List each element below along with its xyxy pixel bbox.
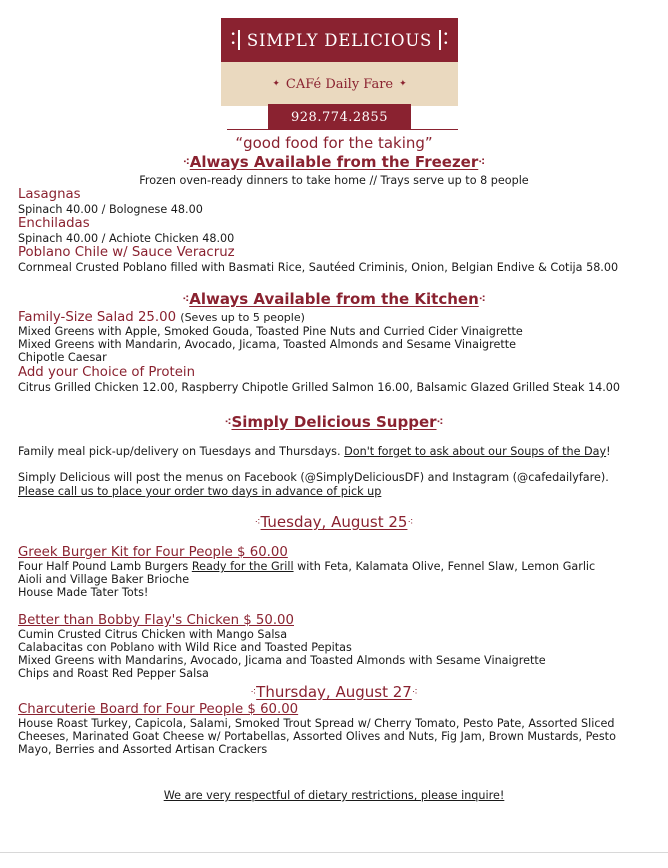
kit-line: Cumin Crusted Citrus Chicken with Mango Salsa [18, 628, 288, 641]
item-desc: Spinach 40.00 / Achiote Chicken 48.00 [18, 232, 235, 245]
protein-line: Citrus Grilled Chicken 12.00, Raspberry Chipotle Grilled Salmon 16.00, Balsamic Glazed Grilled Steak 14.00 [18, 381, 621, 394]
tagline: “good food for the taking” [235, 134, 433, 152]
kit-line: Cheeses, Marinated Goat Cheese w/ Portabellas, Assorted Olives and Nuts, Fig Jam, Brown Mustards, Pesto [18, 730, 616, 743]
kit-title: Better than Bobby Flay's Chicken $ 50.00 [18, 613, 294, 628]
diamond-icon: ✦ [399, 79, 407, 89]
item-title [18, 310, 305, 325]
item-desc: Spinach 40.00 / Bolognese 48.00 [18, 203, 203, 216]
soups-note: Don't forget to ask about our Soups of the Day [344, 445, 607, 458]
section-heading-tuesday [0, 513, 668, 531]
kit-line: House Made Tater Tots! [18, 586, 149, 599]
kit-title: Greek Burger Kit for Four People $ 60.00 [18, 545, 288, 560]
kit-line: Calabacitas con Poblano with Wild Rice and Toasted Pepitas [18, 641, 352, 654]
kit-title: Charcuterie Board for Four People $ 60.00 [18, 702, 299, 717]
supper-social: Simply Delicious will post the menus on Facebook (@SimplyDeliciousDF) and Instagram (@cafedailyfare). [18, 471, 609, 484]
kit-line: Mayo, Berries and Assorted Artisan Crackers [18, 743, 268, 756]
section-heading-kitchen [0, 290, 668, 308]
ornament-icon: ⁖ [254, 517, 261, 528]
kit-text: with Feta, Kalamata Olive, Fennel Slaw, Lemon Garlic [293, 560, 596, 573]
kit-line: Mixed Greens with Mandarins, Avocado, Jicama and Toasted Almonds with Sesame Vinaigrette [18, 654, 546, 667]
section-heading-supper [0, 413, 668, 431]
phone-number: 928.774.2855 [268, 104, 411, 130]
supper-info [18, 445, 611, 458]
kit-line: Aioli and Village Baker Brioche [18, 573, 190, 586]
item-title: Lasagnas [18, 187, 81, 202]
item-title: Enchiladas [18, 216, 90, 231]
kit-line: House Roast Turkey, Capicola, Salami, Smoked Trout Spread w/ Cherry Tomato, Pesto Pate, Assorted Sliced [18, 717, 615, 730]
ornament-icon: ⁖ [407, 517, 414, 528]
section-heading-text: Always Available from the Freezer [189, 153, 479, 171]
salad-line: Chipotle Caesar [18, 351, 107, 364]
brand-name: SIMPLY DELICIOUS [246, 30, 433, 50]
ornament-icon: ⁖ [182, 294, 190, 305]
ornament-icon: • • [231, 30, 240, 50]
supper-text: ! [606, 445, 611, 458]
section-heading-thursday [0, 683, 668, 701]
ornament-icon: ⁖ [250, 687, 257, 698]
grill-note: Ready for the Grill [191, 560, 294, 573]
salad-note: (Seves up to 5 people) [180, 311, 305, 324]
item-title: Add your Choice of Protein [18, 365, 196, 380]
kit-line: Chips and Roast Red Pepper Salsa [18, 667, 209, 680]
section-heading-text: Thursday, August 27 [256, 683, 412, 701]
ornament-icon: ⁖ [478, 294, 486, 305]
salad-line: Mixed Greens with Apple, Smoked Gouda, Toasted Pine Nuts and Curried Cider Vinaigrette [18, 325, 523, 338]
kit-text: Four Half Pound Lamb Burgers [18, 560, 192, 573]
kit-line [18, 560, 595, 573]
ornament-icon: ⁖ [182, 157, 190, 168]
item-title: Poblano Chile w/ Sauce Veracruz [18, 245, 235, 260]
ornament-icon: ⁖ [436, 417, 444, 428]
salad-title: Family-Size Salad 25.00 [18, 310, 177, 325]
ornament-icon: ⁖ [478, 157, 486, 168]
item-desc: Cornmeal Crusted Poblano filled with Basmati Rice, Sautéed Criminis, Onion, Belgian Endive & Cotija 58.00 [18, 261, 619, 274]
section-heading-text: Always Available from the Kitchen [189, 290, 479, 308]
ornament-icon: ⁖ [411, 687, 418, 698]
order-advance-note: Please call us to place your order two days in advance of pick up [18, 485, 382, 498]
salad-line: Mixed Greens with Mandarin, Avocado, Jicama, Toasted Almonds and Sesame Vinaigrette [18, 338, 517, 351]
diamond-icon: ✦ [272, 79, 280, 89]
logo-subtitle-band [221, 62, 458, 106]
dietary-note: We are very respectful of dietary restrictions, please inquire! [163, 789, 505, 802]
supper-text: Family meal pick-up/delivery on Tuesdays and Thursdays. [18, 445, 345, 458]
ornament-icon: • • [439, 30, 448, 50]
brand-subtitle: CAFé Daily Fare [285, 76, 394, 92]
ornament-icon: ⁖ [224, 417, 232, 428]
section-heading-freezer [0, 153, 668, 171]
divider [0, 852, 668, 853]
brand-logo [221, 18, 458, 106]
section-heading-text: Tuesday, August 25 [260, 513, 408, 531]
freezer-intro: Frozen oven-ready dinners to take home // Trays serve up to 8 people [139, 174, 529, 187]
section-heading-text: Simply Delicious Supper [231, 413, 437, 431]
phone-block [221, 104, 458, 130]
logo-banner [221, 18, 458, 62]
